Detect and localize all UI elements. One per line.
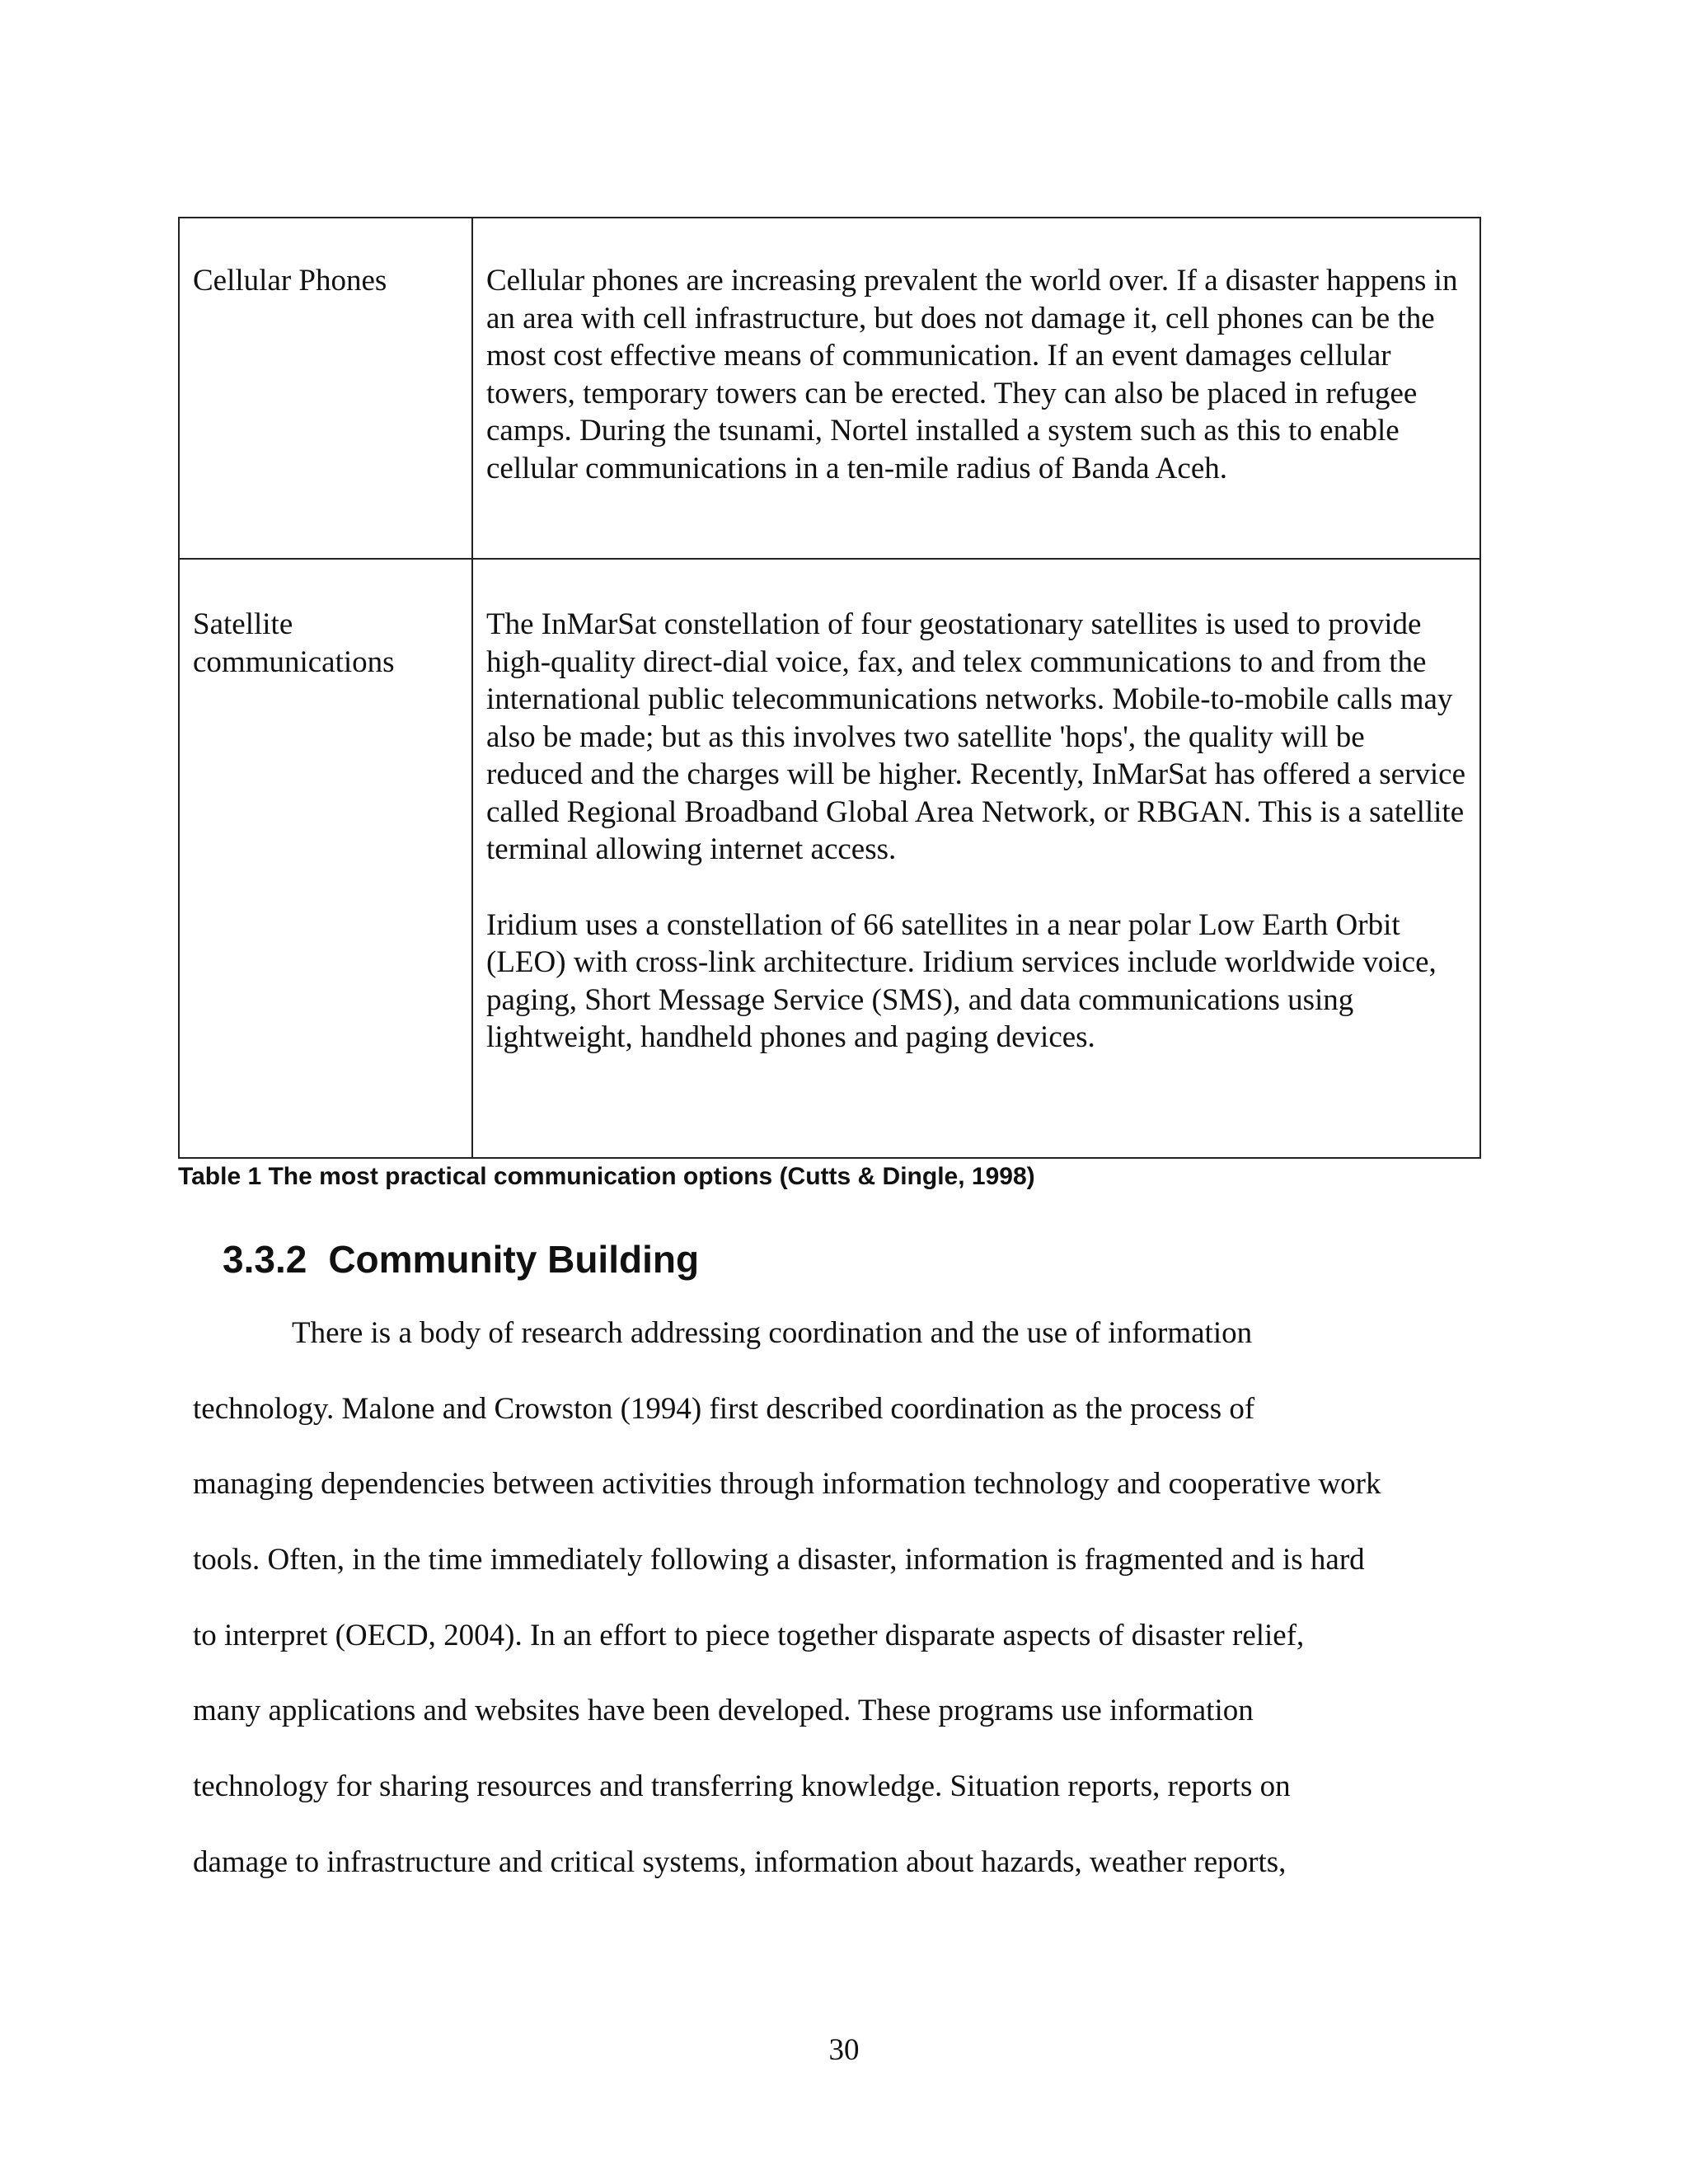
- option-name-cell: [179, 218, 472, 559]
- table-caption: Table 1 The most practical communication options (Cutts & Dingle, 1998): [178, 1163, 1035, 1190]
- option-name: Cellular Phones: [193, 264, 387, 298]
- option-description-cell: [472, 218, 1480, 559]
- option-description: Cellular phones are increasing prevalent the world over. If a disaster happens in an area with cell infrastructure, but does not damage it, cell phones can be the most cost effective means of communication. If an event damages cellular towers, temporary towers can be erected. They can also be placed in refugee camps. During the tsunami, Nortel installed a system such as this to enable cellular communications in a ten-mile radius of Banda Aceh.: [486, 264, 1458, 485]
- body-text-line: tools. Often, in the time immediately following a disaster, information is fragmented and is hard: [193, 1543, 1365, 1577]
- table-row: [179, 559, 1480, 1158]
- communication-options-table: [178, 217, 1481, 1159]
- body-text-line: to interpret (OECD, 2004). In an effort to piece together disparate aspects of disaster relief,: [193, 1618, 1305, 1652]
- body-text-line: many applications and websites have been developed. These programs use information: [193, 1694, 1254, 1728]
- body-text-line: technology. Malone and Crowston (1994) first described coordination as the process of: [193, 1391, 1255, 1426]
- body-text-line: technology for sharing resources and transferring knowledge. Situation reports, reports on: [193, 1769, 1291, 1804]
- body-text-line: There is a body of research addressing coordination and the use of information: [292, 1316, 1253, 1350]
- body-paragraph: [193, 1310, 1495, 1915]
- section-heading: [223, 1236, 699, 1282]
- option-name-cell: [179, 559, 472, 1158]
- option-name: Satellite communications: [193, 607, 395, 679]
- option-description: Iridium uses a constellation of 66 satellites in a near polar Low Earth Orbit (LEO) with cross-link architecture. Iridium services include worldwide voice, paging, Short Message Service (SMS), and data communications using lightweight, handheld phones and paging devices.: [486, 907, 1437, 1054]
- page-number: 30: [828, 2033, 860, 2067]
- option-description: The InMarSat constellation of four geostationary satellites is used to provide high-quality direct-dial voice, fax, and telex communications to and from the international public telecommunications networks. Mobile-to-mobile calls may also be made; but as this involves two satellite 'hops', the quality will be reduced and the charges will be higher. Recently, InMarSat has offered a service called Regional Broadband Global Area Network, or RBGAN. This is a satellite terminal allowing internet access.: [486, 607, 1465, 866]
- section-title: Community Building: [328, 1238, 700, 1281]
- table-row: [179, 218, 1480, 559]
- body-text-line: damage to infrastructure and critical systems, information about hazards, weather reports,: [193, 1844, 1287, 1879]
- section-number: 3.3.2: [223, 1238, 307, 1281]
- option-description-cell: [472, 559, 1480, 1158]
- body-text-line: managing dependencies between activities through information technology and cooperative work: [193, 1467, 1381, 1502]
